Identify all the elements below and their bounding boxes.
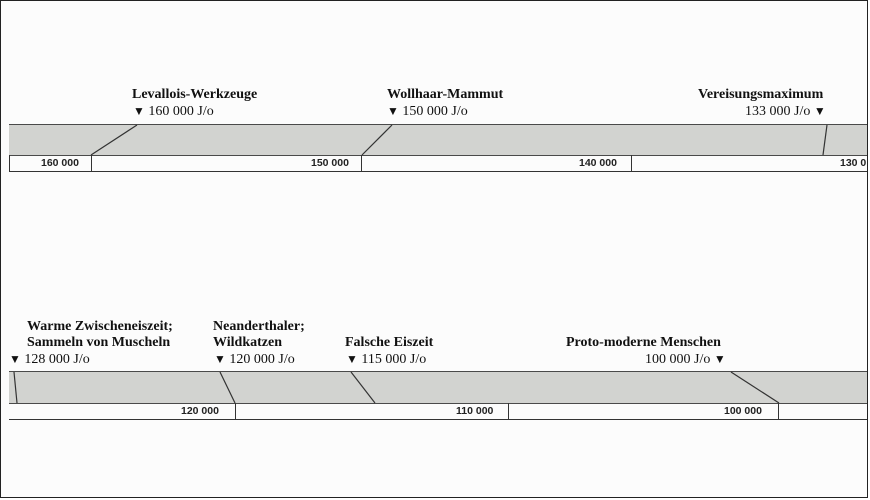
event-date-text: 120 000 J/o [229, 352, 295, 367]
down-triangle-icon: ▼ [387, 104, 399, 118]
scale-label: 140 000 [579, 157, 617, 169]
down-triangle-icon: ▼ [133, 104, 145, 118]
down-triangle-icon: ▼ [214, 352, 226, 366]
event-date-text: 160 000 J/o [148, 104, 214, 119]
connector-wollhaar-mammut [362, 125, 392, 155]
event-date-text: 100 000 J/o [645, 352, 711, 367]
connector-proto-moderne [731, 372, 779, 403]
event-date-text: 133 000 J/o [745, 104, 811, 119]
event-title-line: Wildkatzen [213, 335, 282, 350]
connector-lines [1, 1, 869, 499]
event-title-wollhaar-mammut: Wollhaar-Mammut [387, 87, 504, 102]
event-title-line: Sammeln von Muscheln [27, 335, 171, 350]
down-triangle-icon: ▼ [346, 352, 358, 366]
scale-label: 130 0 [840, 157, 867, 169]
event-date-text: 128 000 J/o [24, 352, 90, 367]
scale-label: 160 000 [41, 157, 79, 169]
down-triangle-icon: ▼ [9, 352, 21, 366]
event-title-line: Warme Zwischeneiszeit; [27, 319, 173, 334]
connector-warme-zwischeneiszeit [14, 372, 17, 403]
event-title-falsche-eiszeit: Falsche Eiszeit [345, 335, 434, 350]
event-title-proto-moderne-menschen: Proto-moderne Menschen [566, 335, 721, 350]
connector-falsche-eiszeit [351, 372, 375, 403]
connector-vereisungsmaximum [823, 125, 827, 155]
connector-levallois [91, 125, 137, 155]
scale-label: 150 000 [311, 157, 349, 169]
event-title-levallois: Levallois-Werkzeuge [132, 87, 258, 102]
event-title-vereisungsmaximum: Vereisungsmaximum [698, 87, 824, 102]
scale-label: 120 000 [181, 405, 219, 417]
event-title-line: Neanderthaler; [213, 319, 305, 334]
down-triangle-icon: ▼ [813, 104, 826, 118]
event-date-text: 115 000 J/o [361, 352, 427, 367]
connector-neanderthaler [220, 372, 235, 403]
down-triangle-icon: ▼ [713, 352, 726, 366]
scale-label: 110 000 [456, 405, 494, 417]
event-date-text: 150 000 J/o [402, 104, 468, 119]
scale-label: 100 000 [724, 405, 762, 417]
